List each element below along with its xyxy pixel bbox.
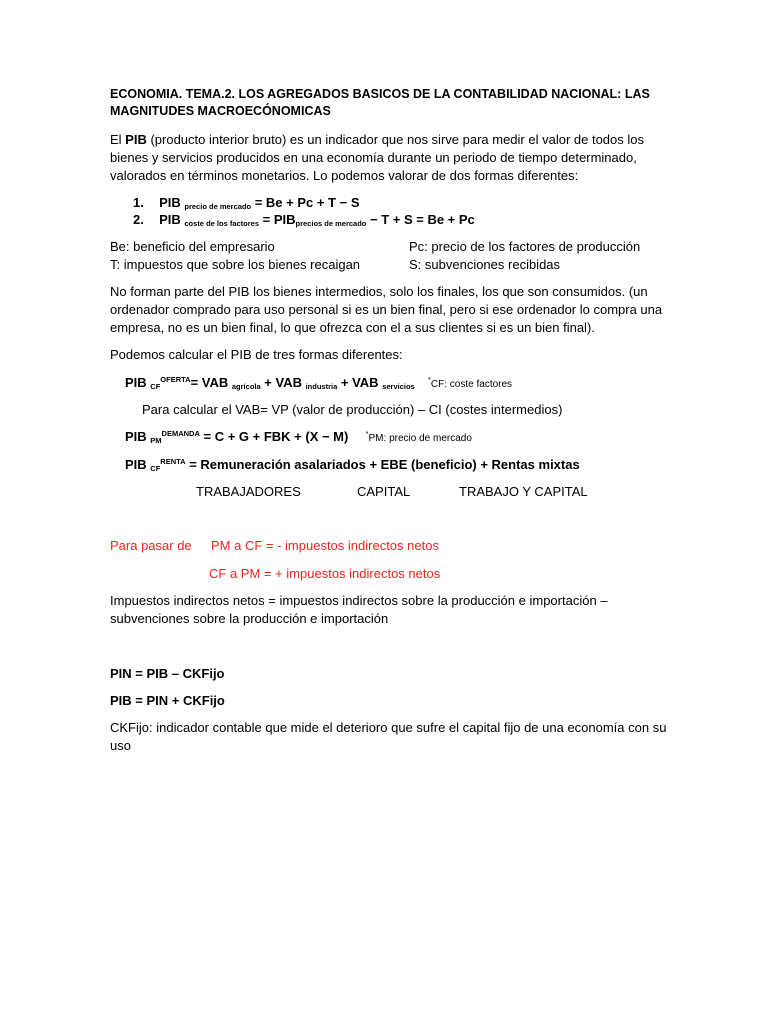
document-title: ECONOMIA. TEMA.2. LOS AGREGADOS BASICOS DE LA CONTABILIDAD NACIONAL: LAS MAGNITUDES MACROECÓNOMICAS [110, 87, 650, 118]
ckfijo-definition: CKFijo: indicador contable que mide el deterioro que sufre el capital fijo de una economía con su uso [110, 720, 667, 753]
formula-2 [133, 211, 475, 229]
intro-pib: PIB [125, 132, 147, 147]
renta-subscript: CF [150, 464, 161, 473]
definition-s: S: subvenciones recibidas [409, 257, 561, 272]
oferta-sub-industria: industria [305, 382, 338, 391]
oferta-plus-2: + VAB [337, 375, 379, 390]
intro-paragraph [110, 131, 670, 185]
formula-2-rest: − T + S = Be + Pc [366, 212, 475, 227]
paragraph-tres-formas: Podemos calcular el PIB de tres formas diferentes: [110, 347, 403, 362]
demanda-rest: = C + G + FBK + (X − M) [199, 429, 349, 444]
factor-capital: CAPITAL [357, 484, 411, 499]
oferta-pib: PIB [125, 375, 147, 390]
formula-2-subscript: coste de los factores [184, 219, 260, 228]
formula-2-subscript-2: precios de mercado [295, 219, 367, 228]
oferta-sub-servicios: servicios [382, 382, 415, 391]
conversion-lead: Para pasar de [110, 538, 192, 553]
oferta-sub-agricola: agrícola [231, 382, 261, 391]
factor-trabajadores: TRABAJADORES [196, 484, 301, 499]
formula-renta [125, 456, 580, 474]
formula-pib-pin: PIB = PIN + CKFijo [110, 693, 225, 708]
formula-1-number: 1. [133, 195, 144, 210]
demanda-note-star: * [365, 429, 369, 438]
conversion-pm-to-cf: PM a CF = - impuestos indirectos netos [211, 538, 439, 553]
formula-1-pib: PIB [159, 195, 181, 210]
formula-1-rest: = Be + Pc + T − S [251, 195, 360, 210]
vab-definition: Para calcular el VAB= VP (valor de producción) – CI (costes intermedios) [142, 402, 563, 417]
factor-trabajo-y-capital: TRABAJO Y CAPITAL [459, 484, 588, 499]
intro-post: (producto interior bruto) es un indicador que nos sirve para medir el valor de todos los bienes y servicios producidos en una economía durante un periodo de tiempo determinado, valorados en términos monetarios. Lo podemos valorar de dos formas diferentes: [110, 132, 644, 183]
oferta-superscript: OFERTA [160, 375, 191, 384]
demanda-superscript: DEMANDA [161, 429, 200, 438]
oferta-note: CF: coste factores [430, 379, 513, 390]
oferta-note-star: * [427, 375, 431, 384]
definition-be: Be: beneficio del empresario [110, 239, 275, 254]
demanda-subscript: PM [150, 436, 162, 445]
oferta-eq: = VAB [190, 375, 229, 390]
formula-2-mid: = PIB [259, 212, 296, 227]
formula-demanda [125, 428, 472, 448]
formula-oferta [125, 374, 512, 394]
impuestos-netos-definition: Impuestos indirectos netos = impuestos indirectos sobre la producción e importación – subvenciones sobre la producción e importación [110, 593, 608, 626]
formula-pin: PIN = PIB – CKFijo [110, 666, 225, 681]
formula-1 [133, 194, 360, 212]
definition-pc: Pc: precio de los factores de producción [409, 239, 641, 254]
formula-1-subscript: precio de mercado [184, 202, 252, 211]
renta-rest: = Remuneración asalariados + EBE (beneficio) + Rentas mixtas [185, 457, 580, 472]
oferta-subscript: CF [150, 382, 161, 391]
oferta-plus-1: + VAB [260, 375, 302, 390]
renta-pib: PIB [125, 457, 147, 472]
renta-superscript: RENTA [160, 457, 186, 466]
conversion-cf-to-pm: CF a PM = + impuestos indirectos netos [209, 566, 441, 581]
formula-2-pib: PIB [159, 212, 181, 227]
intro-pre: El [110, 132, 126, 147]
definition-t: T: impuestos que sobre los bienes recaigan [110, 257, 361, 272]
formula-2-number: 2. [133, 212, 144, 227]
paragraph-bienes-intermedios: No forman parte del PIB los bienes intermedios, solo los finales, los que son consumidos. (un ordenador comprado para uso personal si es un bien final, pero si ese ordenador lo compra una empresa, no es un bien final, lo que ofrezca con el a sus clientes si es un bien final). [110, 284, 663, 335]
demanda-note: PM: precio de mercado [368, 433, 472, 444]
demanda-pib: PIB [125, 429, 147, 444]
